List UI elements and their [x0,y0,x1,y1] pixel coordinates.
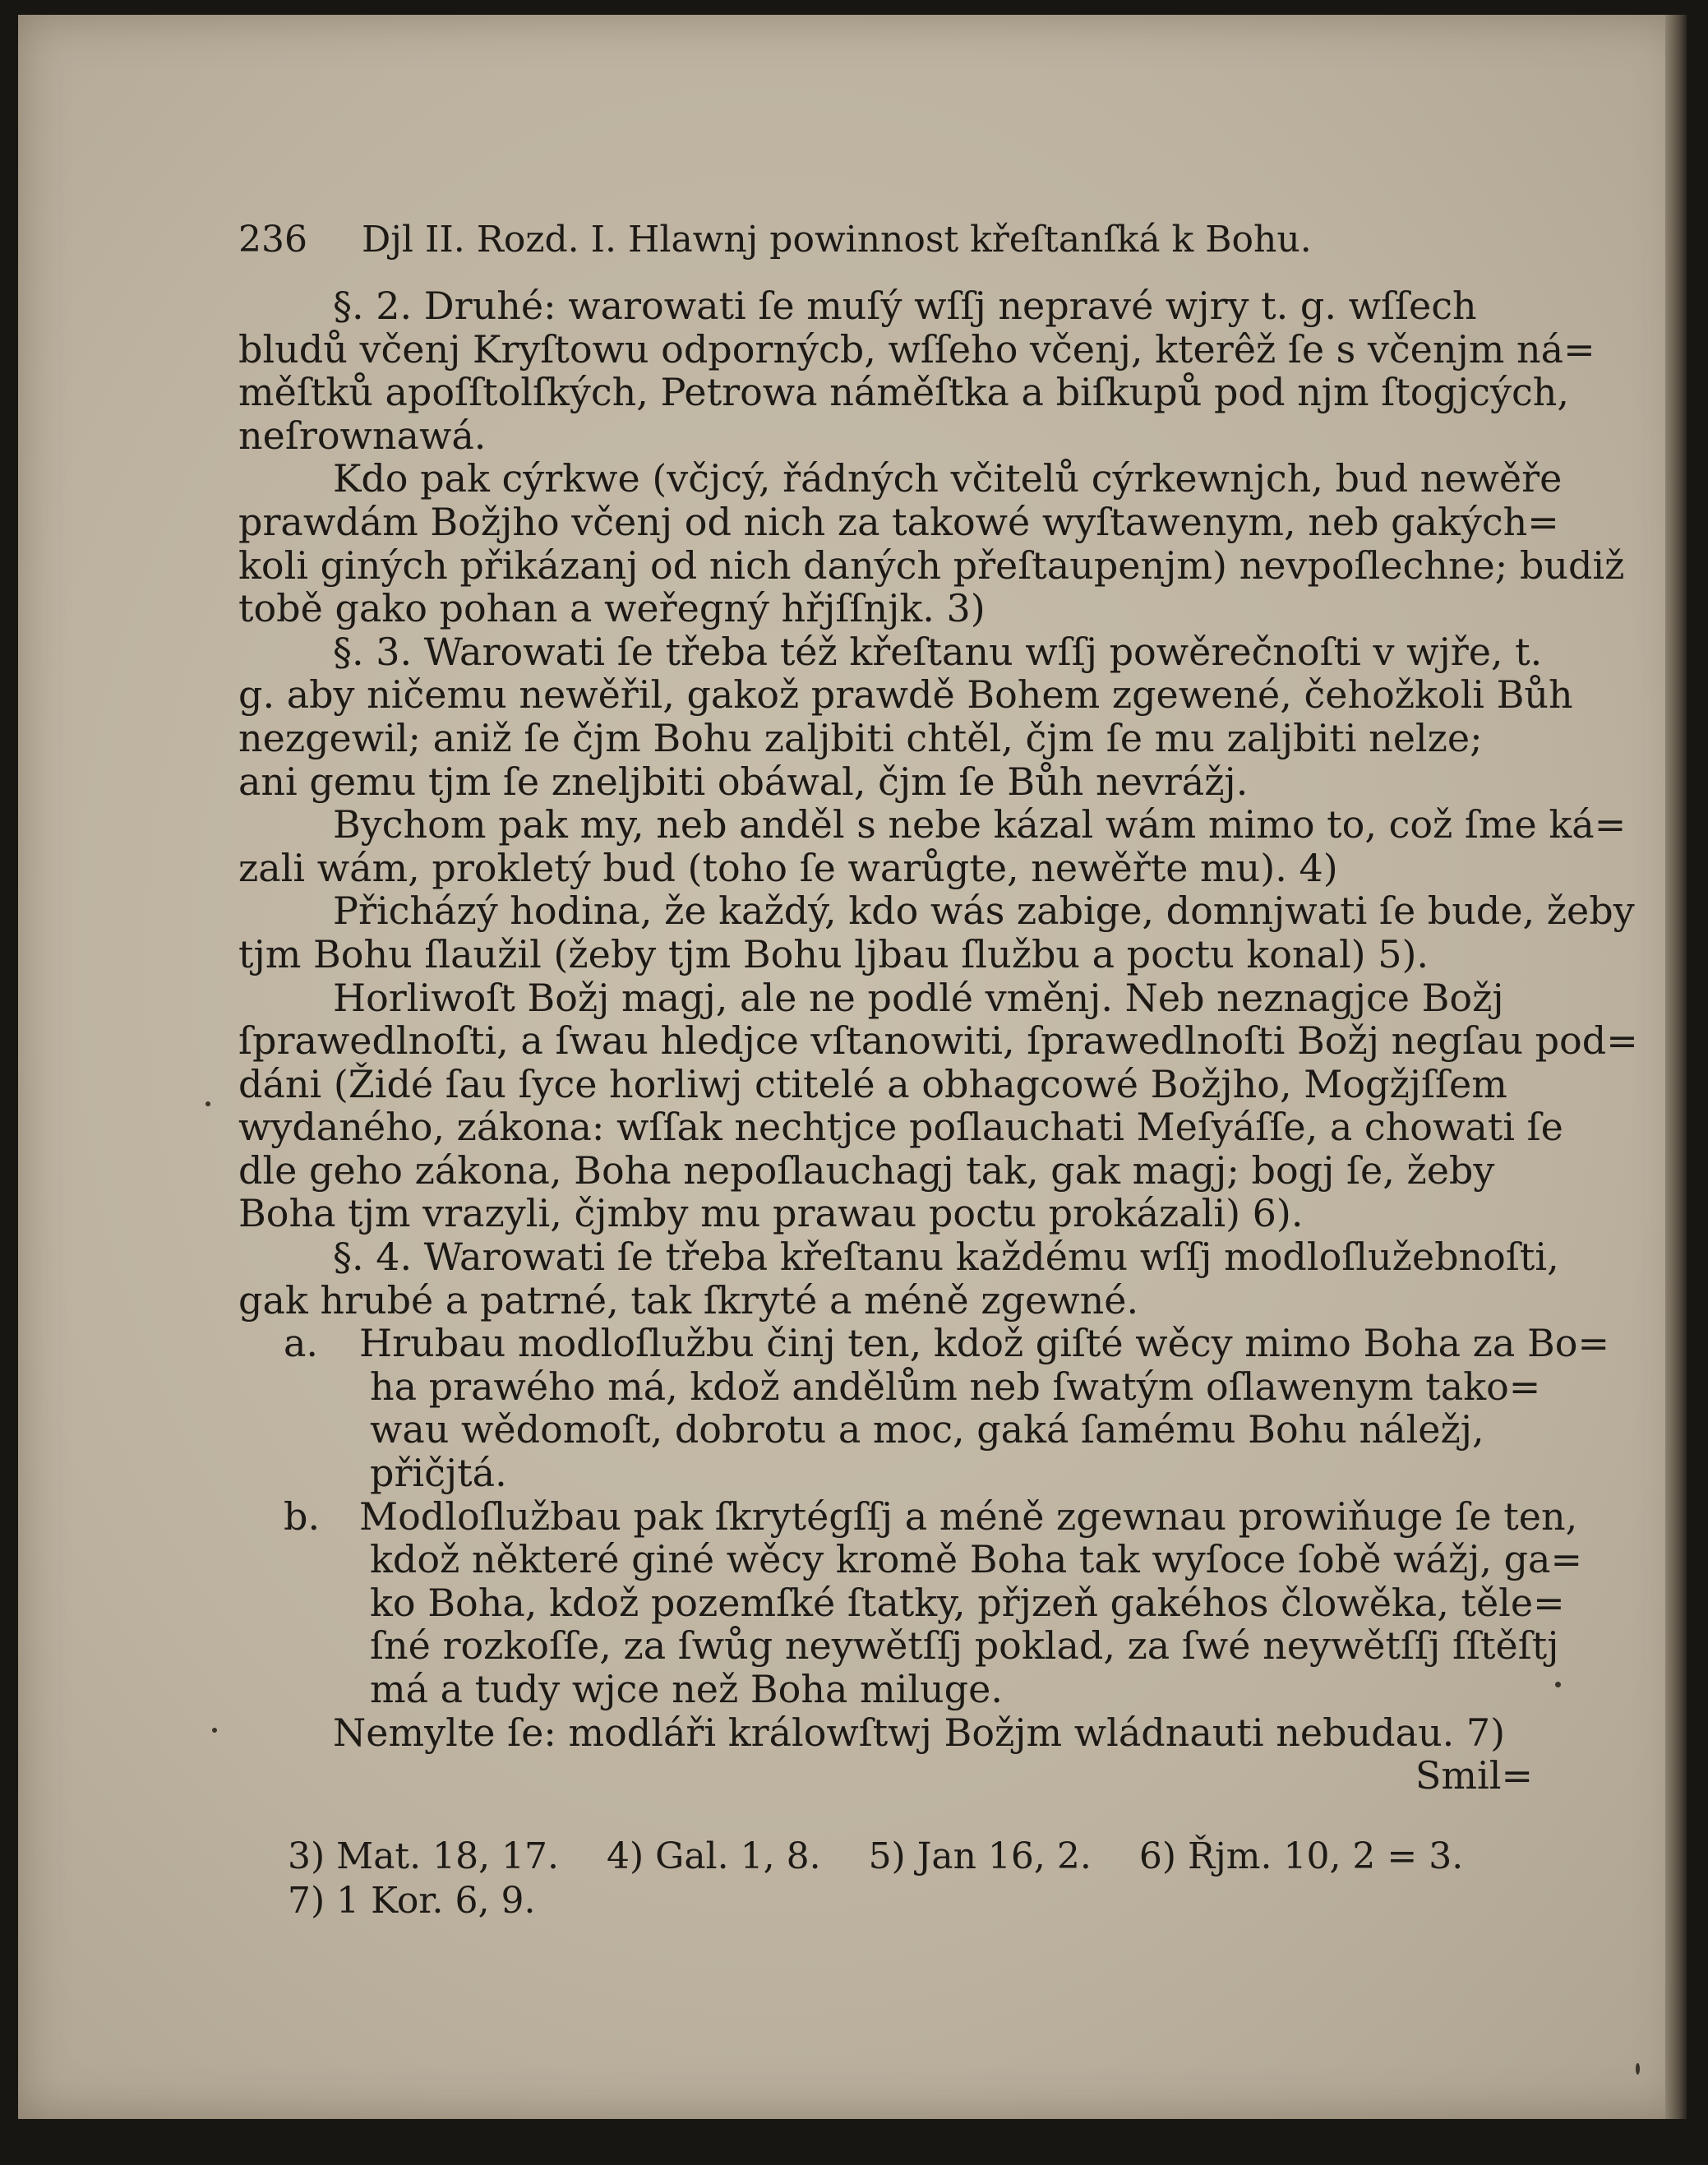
line-text: bludů včenj Kryſtowu odpornýcb, wſſeho včenj, kterêž ſe s včenjm ná= [238,326,1595,372]
text-line [238,630,1553,674]
line-text: ani gemu tjm ſe zneljbiti obáwal, čjm ſe Bůh nevrážj. [238,759,1249,804]
text-line [238,933,1553,976]
line-text: wau wědomoſt, dobrotu a moc, gaká ſamému Bohu náležj, [370,1407,1484,1452]
text-line [238,847,1553,890]
list-label: b. [284,1493,321,1539]
text-line [238,414,1553,458]
line-text: Boha tjm vrazyli, čjmby mu prawau poctu prokázali) 6). [238,1191,1304,1236]
running-header [238,219,1389,261]
text-line [238,1754,1553,1798]
line-text: Přicházý hodina, že každý, kdo wás zabige, domnjwati ſe bude, žeby [333,889,1635,934]
line-text: ha prawého má, kdož andělům neb ſwatým oſlawenym tako= [370,1364,1541,1409]
footnote-line [288,1835,1570,1879]
text-line [238,1452,1553,1495]
line-text: má a tudy wjce než Boha miluge. [370,1667,1003,1711]
text-line [238,1365,1553,1409]
line-text: ko Boha, kdož pozemſké ſtatky, přjzeň gakéhos člowěka, těle= [370,1580,1565,1625]
paper-speck [205,1101,210,1106]
page-number: 236 [238,219,307,261]
text-line [238,1711,1553,1755]
footnote: 3) Mat. 18, 17. [288,1835,560,1877]
text-line [238,889,1635,934]
page-spine-shadow [1665,15,1687,2119]
paper-speck [1555,1682,1561,1687]
text-line [238,370,1569,415]
line-text: dle geho zákona, Boha nepoſlauchagj tak, gak magj; bogj ſe, žeby [238,1147,1495,1193]
text-line [238,542,1625,588]
text-line [238,1105,1563,1150]
line-text: neſrownawá. [238,413,487,458]
line-text: Modloſlužbau pak ſkrytégſſj a méně zgewnau prowiňuge ſe ten, [359,1493,1578,1539]
text-line [238,1668,1553,1711]
text-line [238,1580,1565,1625]
line-text: nezgewil; aniž ſe čjm Bohu zaljbiti chtěl, čjm ſe mu zaljbiti nelze; [238,715,1483,760]
line-text: ſprawedlnoſti, a ſwau hledjce vſtanowiti, ſprawedlnoſti Božj negſau pod= [238,1018,1638,1064]
line-text: Nemylte ſe: modláři králowſtwj Božjm wládnauti nebudau. 7) [333,1710,1506,1755]
text-line [238,456,1563,501]
footnote-line [288,1879,1570,1923]
text-line [238,672,1573,718]
text-line [238,1408,1553,1452]
line-text: měſtků apoſſtolſkých, Petrowa náměſtka a biſkupů pod njm ſtogjcých, [238,370,1569,415]
line-text: tjm Bohu ſlaužil (žeby tjm Bohu ljbau ſlužbu a poctu konal) 5). [238,931,1429,976]
line-text: §. 4. Warowati ſe třeba křeſtanu každému wſſj modloſlužebnoſti, [333,1235,1559,1280]
line-text: prawdám Božjho včenj od nich za takowé wyſtawenym, neb gakých= [238,499,1559,544]
text-line [238,1537,1582,1582]
list-label: a. [284,1321,319,1366]
text-line [238,499,1559,544]
line-text: §. 2. Druhé: warowati ſe muſý wſſj nepravé wjry t. g. wſſech [333,284,1477,328]
footnotes [288,1835,1570,1923]
text-line [238,1192,1553,1235]
text-line [238,1149,1553,1193]
line-text: g. aby ničemu newěřil, gakož prawdě Bohem zgewené, čehožkoli Bůh [238,672,1573,718]
text-line [238,1235,1559,1280]
line-text: kdož některé giné wěcy kromě Boha tak wyſoce ſobě wážj, ga= [370,1537,1582,1582]
line-text: ſné rozkoſſe, za ſwůg neywětſſj poklad, za ſwé neywětſſj ſſtěſtj [370,1623,1559,1669]
line-text: zali wám, prokletý bud (toho ſe warůgte, newěřte mu). 4) [238,845,1338,890]
footnote: 4) Gal. 1, 8. [607,1835,821,1877]
text-line [238,760,1553,804]
line-text: Kdo pak cýrkwe (včjcý, řádných včitelů cýrkewnjch, bud newěře [333,456,1563,501]
footnote: 5) Jan 16, 2. [868,1835,1092,1877]
line-text: Hrubau modloſlužbu činj ten, kdož giſté wěcy mimo Boha za Bo= [359,1321,1609,1366]
text-line [238,1063,1553,1106]
text-line [238,326,1595,372]
line-text: wydaného, zákona: wſſak nechtjce poſlauchati Meſyáſſe, a chowati ſe [238,1105,1563,1150]
text-line [238,1493,1578,1539]
line-text: dáni (Židé ſau ſyce horliwj ctitelé a obhagcowé Božjho, Mogžjſſem [238,1061,1507,1106]
text-line [238,1279,1553,1323]
text-line [238,284,1553,328]
text-line [238,976,1553,1020]
text-line [238,717,1553,760]
text-line [238,1018,1638,1064]
line-text: Horliwoſt Božj magj, ale ne podlé vměnj. Neb neznagjce Božj [333,975,1504,1020]
line-text: přičjtá. [370,1451,507,1496]
text-line [238,587,1553,630]
text-line [238,1623,1559,1669]
line-text: Bychom pak my, neb anděl s nebe kázal wám mimo to, což ſme ká= [333,802,1627,847]
line-text: §. 3. Warowati ſe třeba též křeſtanu wſſj powěrečnoſti v wjře, t. [333,629,1543,674]
line-text: gak hrubé a patrné, tak ſkryté a méně zgewné. [238,1277,1139,1323]
line-text: Smil= [1415,1753,1533,1798]
paper-speck [212,1728,217,1733]
paper-speck [1636,2063,1640,2075]
text-line [238,802,1627,847]
text-line [238,1321,1609,1366]
footnote: 7) 1 Kor. 6, 9. [288,1880,536,1922]
line-text: koli giných přikázanj od nich daných přeſtaupenjm) nevpoſlechne; budiž [238,542,1625,588]
footnote: 6) Řjm. 10, 2 = 3. [1138,1835,1464,1877]
main-text [238,284,1638,1798]
running-title: Djl II. Rozd. I. Hlawnj powinnost křeſtanſká k Bohu. [362,219,1312,261]
line-text: tobě gako pohan a weřegný hřjſſnjk. 3) [238,586,986,631]
